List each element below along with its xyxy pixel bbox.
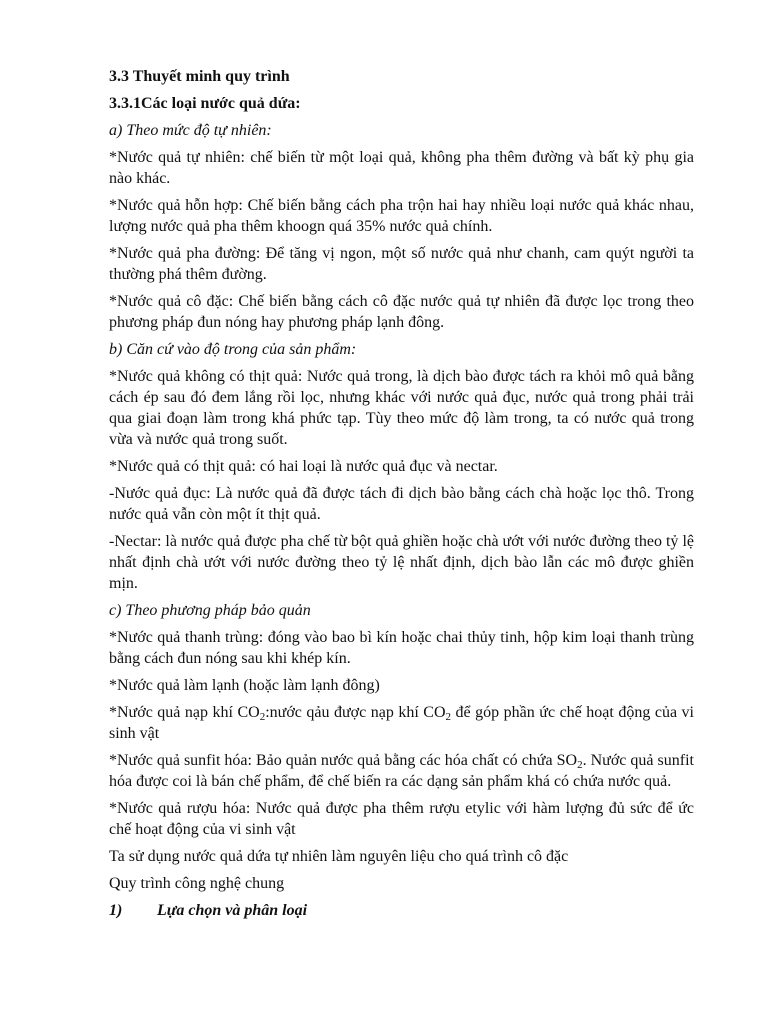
section-heading: 3.3 Thuyết minh quy trình — [109, 68, 290, 85]
numbered-list-item — [109, 900, 694, 921]
paragraph: *Nước quả thanh trùng: đóng vào bao bì kín hoặc chai thủy tinh, hộp kim loại thanh trùng bằng cách đun nóng sau khi khép kín. — [109, 629, 694, 667]
paragraph: *Nước quả có thịt quả: có hai loại là nước quả đục và nectar. — [109, 458, 498, 475]
paragraph-so2 — [109, 750, 694, 792]
text-run: *Nước quả nạp khí CO — [109, 704, 260, 721]
subsection-heading: 3.3.1Các loại nước quả dứa: — [109, 95, 301, 112]
paragraph-co2 — [109, 702, 694, 744]
paragraph: *Nước quả pha đường: Để tăng vị ngon, một số nước quả như chanh, cam quýt người ta thường phá thêm đường. — [109, 245, 694, 283]
category-heading-b: b) Căn cứ vào độ trong của sản phẩm: — [109, 341, 357, 358]
paragraph: *Nước quả cô đặc: Chế biến bằng cách cô đặc nước quả tự nhiên đã được lọc trong theo phương pháp đun nóng hay phương pháp lạnh đông. — [109, 293, 694, 331]
category-heading-c: c) Theo phương pháp bảo quản — [109, 602, 311, 619]
paragraph: *Nước quả rượu hóa: Nước quả được pha thêm rượu etylic với hàm lượng đủ sức để ức chế hoạt động của vi sinh vật — [109, 800, 694, 838]
paragraph: *Nước quả không có thịt quả: Nước quả trong, là dịch bào được tách ra khỏi mô quả bằng cách ép sau đó đem lắng rồi lọc, nhưng khác với nước quả đục, nước quả trong phải trải qua giai đoạn làm trong khá phức tạp. Tùy theo mức độ làm trong, ta có nước quả trong vừa và nước quả trong suốt. — [109, 368, 694, 448]
text-run: *Nước quả sunfit hóa: Bảo quản nước quả bằng các hóa chất có chứa SO — [109, 752, 578, 769]
document-body — [109, 66, 694, 927]
text-run: . Nước quả sunfit hóa được coi là bán chế phẩm, để chế biến ra các dạng sản phẩm khá có chứa nước quả. — [109, 752, 694, 790]
subscript: 2 — [445, 711, 452, 723]
paragraph: Ta sử dụng nước quả dứa tự nhiên làm nguyên liệu cho quá trình cô đặc — [109, 848, 569, 865]
paragraph: *Nước quả tự nhiên: chế biến từ một loại quả, không pha thêm đường và bất kỳ phụ gia nào khác. — [109, 149, 694, 187]
category-heading-a: a) Theo mức độ tự nhiên: — [109, 122, 272, 139]
paragraph: *Nước quả hỗn hợp: Chế biến bằng cách pha trộn hai hay nhiều loại nước quả khác nhau, lượng nước quả pha thêm khoogn quá 35% nước quả chính. — [109, 197, 694, 235]
paragraph: -Nước quả đục: Là nước quả đã được tách đi dịch bào bằng cách chà hoặc lọc thô. Trong nước quả vẫn còn một ít thịt quả. — [109, 485, 694, 523]
subscript: 2 — [577, 759, 583, 771]
list-item-text: Lựa chọn và phân loại — [157, 902, 308, 919]
text-run: để góp phần ức chế hoạt động của vi sinh vật — [109, 704, 695, 742]
paragraph: *Nước quả làm lạnh (hoặc làm lạnh đông) — [109, 677, 380, 694]
subscript: 2 — [259, 711, 266, 723]
paragraph: Quy trình công nghệ chung — [109, 875, 285, 892]
paragraph: -Nectar: là nước quả được pha chế từ bột quả ghiền hoặc chà ướt với nước đường theo tỷ lệ nhất định chà ướt với nước đường theo tỷ lệ nhất định, dịch bào lẫn các mô được ghiền mịn. — [109, 533, 694, 592]
list-number: 1) — [109, 902, 123, 919]
text-run: :nước qảu được nạp khí CO — [265, 704, 446, 721]
